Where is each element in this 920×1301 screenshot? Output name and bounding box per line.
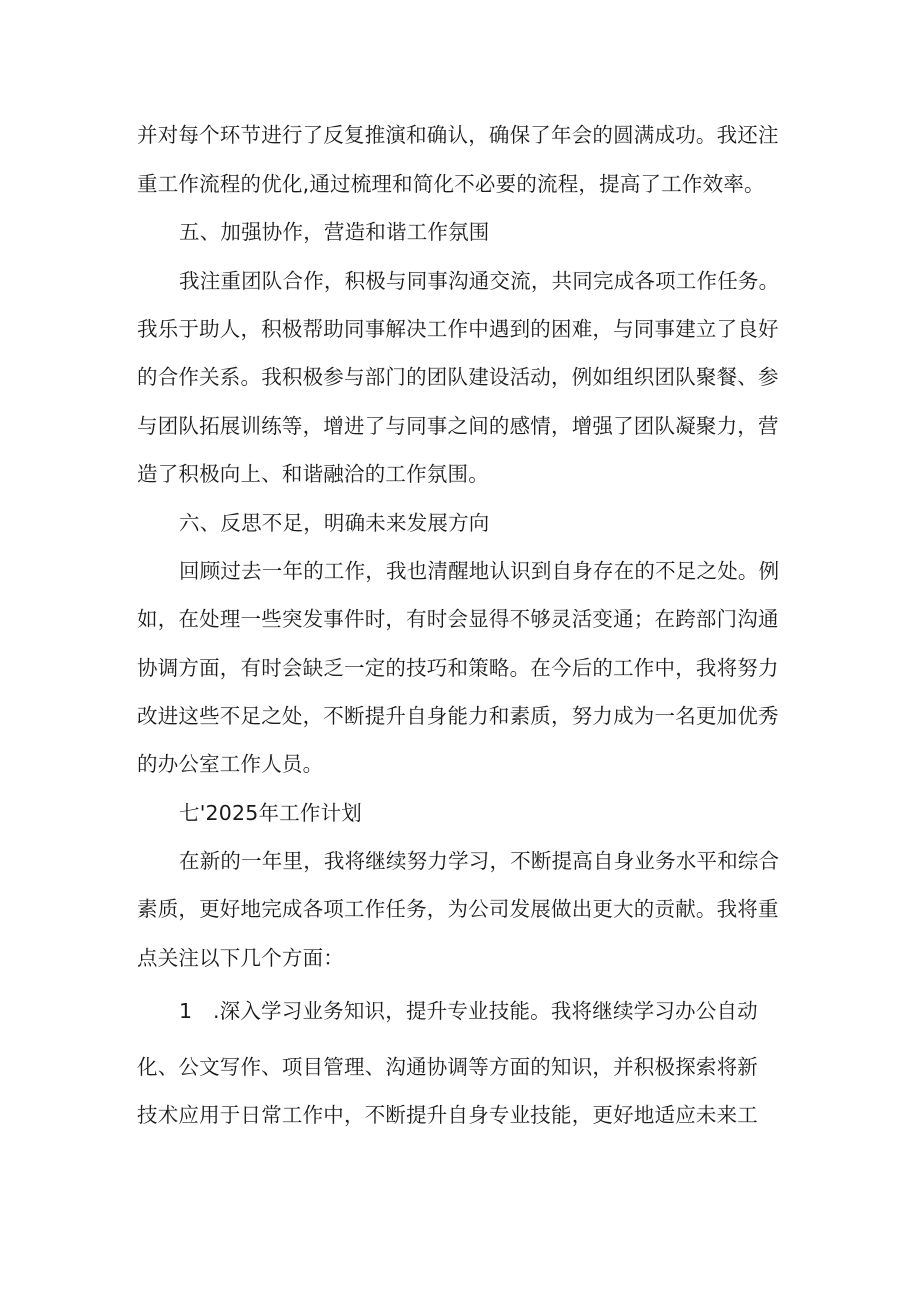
paragraph-line-10: 协调方面，有时会缺乏一定的技巧和策略。在今后的工作中，我将努力 [137, 656, 779, 680]
paragraph-line-13: 在新的一年里，我将继续努力学习，不断提高自身业务水平和综合 [179, 849, 780, 873]
section-heading-5: 五、加强协作，营造和谐工作氛围 [179, 220, 490, 244]
paragraph-line-5: 的合作关系。我积极参与部门的团队建设活动，例如组织团队聚餐、参 [137, 365, 779, 389]
paragraph-line-1: 并对每个环节进行了反复推演和确认，确保了年会的圆满成功。我还注 [137, 123, 779, 147]
paragraph-line-6: 与团队拓展训练等，增进了与同事之间的感情，增强了团队凝聚力，营 [137, 414, 779, 438]
paragraph-line-3: 我注重团队合作，积极与同事沟通交流，共同完成各项工作任务。 [179, 269, 780, 293]
section-heading-7: 七'2025年工作计划 [179, 801, 363, 825]
paragraph-line-4: 我乐于助人，积极帮助同事解决工作中遇到的困难，与同事建立了良好 [137, 317, 779, 341]
paragraph-line-11: 改进这些不足之处，不断提升自身能力和素质，努力成为一名更加优秀 [137, 704, 779, 728]
paragraph-line-17: 技术应用于日常工作中，不断提升自身专业技能，更好地适应未来工 [137, 1103, 758, 1127]
section-heading-6: 六、反思不足，明确未来发展方向 [179, 511, 490, 535]
paragraph-line-2: 重工作流程的优化,通过梳理和简化不必要的流程，提高了工作效率。 [137, 172, 765, 196]
paragraph-line-9: 如，在处理一些突发事件时，有时会显得不够灵活变通；在跨部门沟通 [137, 607, 779, 631]
paragraph-line-7: 造了积极向上、和谐融洽的工作氛围。 [137, 462, 489, 486]
paragraph-line-14: 素质，更好地完成各项工作任务，为公司发展做出更大的贡献。我将重 [137, 897, 779, 921]
paragraph-line-8: 回顾过去一年的工作，我也清醒地认识到自身存在的不足之处。例 [179, 559, 780, 583]
list-item-1: 1 .深入学习业务知识，提升专业技能。我将继续学习办公自动 [179, 999, 758, 1023]
paragraph-line-15: 点关注以下几个方面： [137, 946, 344, 970]
paragraph-line-16: 化、公文写作、项目管理、沟通协调等方面的知识，并积极探索将新 [137, 1055, 758, 1079]
paragraph-line-12: 的办公室工作人员。 [137, 752, 324, 776]
